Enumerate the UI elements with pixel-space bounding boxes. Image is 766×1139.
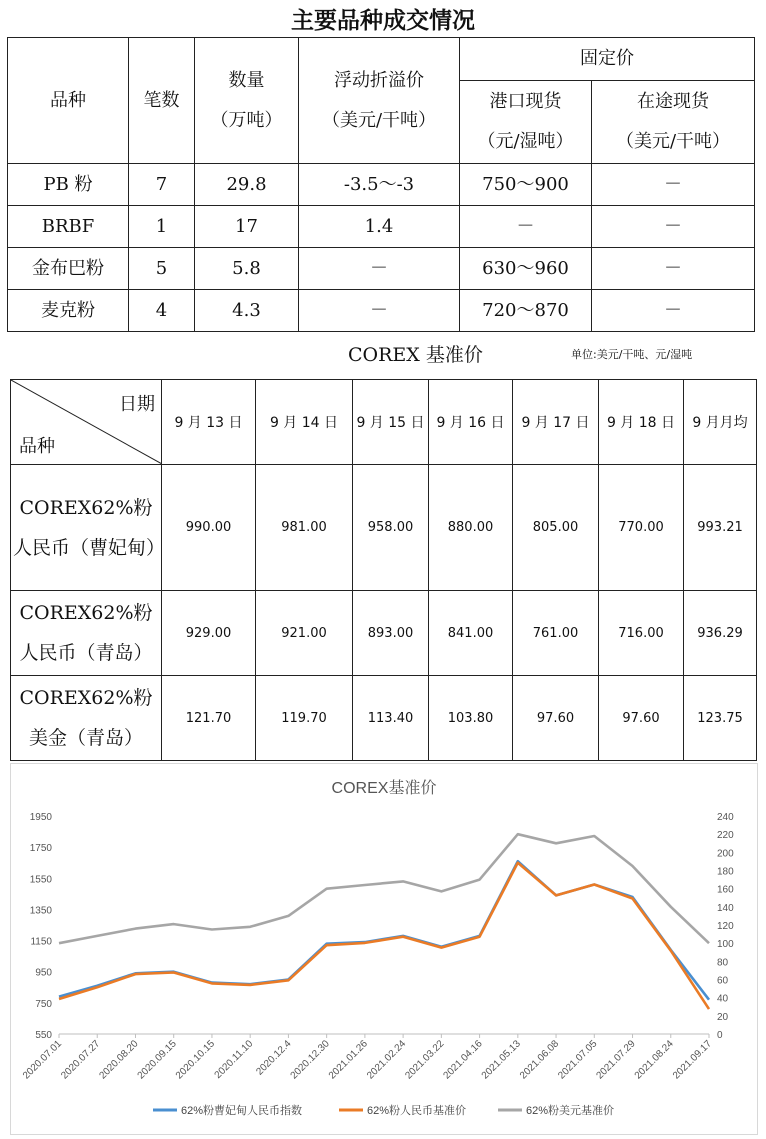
header-quantity (195, 38, 299, 164)
row-name: COREX62%粉美金（青岛） (11, 676, 162, 761)
chart-svg (11, 764, 757, 1134)
y-right-tick-label: 120 (717, 921, 734, 932)
price-cell: 841.00 (429, 591, 513, 676)
date-header: 9 月 15 日 (353, 380, 429, 465)
cell-port: 630～960 (460, 248, 592, 290)
table-row (11, 676, 757, 761)
header-float-label: 浮动折溢价 (334, 69, 424, 91)
x-tick-label: 2021.05.13 (479, 1038, 523, 1082)
y-right-tick-label: 220 (717, 830, 734, 842)
row-name: COREX62%粉人民币（青岛） (11, 591, 162, 676)
cell-count: 5 (129, 248, 195, 290)
x-tick-label: 2020.07.27 (59, 1038, 103, 1082)
y-right-tick-label: 140 (717, 902, 734, 914)
cell-variety: 麦克粉 (8, 290, 129, 332)
cell-transit: － (592, 164, 755, 206)
header-port-label: 港口现货 (489, 91, 562, 112)
cell-port: 720～870 (460, 290, 592, 332)
trade-table (7, 37, 755, 332)
cell-quantity: 29.8 (195, 164, 299, 206)
x-tick-label: 2021.07.29 (594, 1038, 638, 1082)
price-cell: 805.00 (513, 465, 599, 591)
table-row (11, 591, 757, 676)
x-tick-label: 2020.12.4 (254, 1038, 294, 1078)
header-variety: 品种 (8, 38, 129, 164)
corex-chart (10, 763, 758, 1135)
x-tick-label: 2020.07.01 (20, 1038, 65, 1082)
price-cell: 121.70 (162, 676, 256, 761)
corner-cell (11, 380, 162, 465)
date-header: 9 月 16 日 (429, 380, 513, 465)
corner-date-label: 日期 (119, 394, 155, 415)
price-cell: 716.00 (599, 591, 684, 676)
table-row (8, 290, 755, 332)
series-line (59, 834, 709, 943)
series-line (59, 863, 709, 1009)
price-cell: 103.80 (429, 676, 513, 761)
y-right-tick-label: 0 (717, 1030, 723, 1041)
y-left-tick-label: 950 (35, 967, 52, 979)
date-header: 9 月 17 日 (513, 380, 599, 465)
date-header: 9 月 18 日 (599, 380, 684, 465)
corex-table (10, 379, 757, 761)
y-right-tick-label: 20 (717, 1011, 729, 1023)
y-left-tick-label: 550 (35, 1030, 52, 1041)
price-cell: 958.00 (353, 465, 429, 591)
header-port-spot (460, 81, 592, 164)
x-tick-label: 2020.12.30 (288, 1038, 332, 1082)
cell-transit: － (592, 206, 755, 248)
header-float-premium (299, 38, 460, 164)
price-cell: 981.00 (256, 465, 353, 591)
table-row (8, 206, 755, 248)
cell-port: 750～900 (460, 164, 592, 206)
y-left-tick-label: 750 (35, 998, 52, 1010)
row-name: COREX62%粉人民币（曹妃甸） (11, 465, 162, 591)
legend-label: 62%粉人民币基准价 (367, 1105, 467, 1117)
y-left-tick-label: 1950 (29, 812, 52, 823)
cell-count: 1 (129, 206, 195, 248)
y-right-tick-label: 160 (717, 884, 734, 896)
price-cell: 921.00 (256, 591, 353, 676)
y-left-tick-label: 1350 (29, 905, 52, 917)
price-cell: 990.00 (162, 465, 256, 591)
price-cell: 97.60 (513, 676, 599, 761)
header-float-unit: （美元/干吨） (321, 109, 437, 131)
price-cell: 119.70 (256, 676, 353, 761)
y-right-tick-label: 80 (717, 957, 729, 969)
cell-float: － (299, 248, 460, 290)
y-right-tick-label: 100 (717, 939, 734, 951)
header-quantity-unit: （万吨） (210, 109, 283, 131)
x-tick-label: 2021.01.26 (326, 1038, 371, 1082)
header-transit-unit: （美元/干吨） (615, 131, 731, 152)
price-cell: 929.00 (162, 591, 256, 676)
legend-label: 62%粉美元基准价 (526, 1105, 615, 1117)
x-tick-label: 2021.02.24 (365, 1038, 409, 1082)
corex-title: COREX 基准价 (348, 344, 483, 366)
cell-transit: － (592, 290, 755, 332)
legend-label: 62%粉曹妃甸人民币指数 (181, 1105, 303, 1117)
cell-count: 4 (129, 290, 195, 332)
date-header: 9 月 13 日 (162, 380, 256, 465)
cell-variety: BRBF (8, 206, 129, 248)
x-tick-label: 2021.09.17 (670, 1038, 715, 1082)
x-tick-label: 2021.06.08 (518, 1038, 562, 1082)
cell-quantity: 4.3 (195, 290, 299, 332)
date-header: 9 月 14 日 (256, 380, 353, 465)
cell-count: 7 (129, 164, 195, 206)
corner-kind-label: 品种 (19, 436, 55, 457)
header-transit-label: 在途现货 (637, 91, 709, 112)
table-row (8, 164, 755, 206)
cell-quantity: 5.8 (195, 248, 299, 290)
price-cell: 993.21 (684, 465, 757, 591)
date-header: 9 月月均 (684, 380, 757, 465)
x-tick-label: 2020.08.20 (97, 1038, 141, 1082)
x-tick-label: 2020.10.15 (173, 1038, 218, 1082)
price-cell: 113.40 (353, 676, 429, 761)
y-right-tick-label: 40 (717, 993, 729, 1005)
price-cell: 97.60 (599, 676, 684, 761)
page-title: 主要品种成交情况 (291, 8, 475, 34)
y-left-tick-label: 1150 (30, 936, 52, 948)
cell-float: 1.4 (299, 206, 460, 248)
cell-float: -3.5～-3 (299, 164, 460, 206)
x-tick-label: 2021.04.16 (441, 1038, 485, 1082)
table-row (8, 248, 755, 290)
cell-transit: － (592, 248, 755, 290)
chart-title: COREX基准价 (331, 780, 437, 797)
cell-quantity: 17 (195, 206, 299, 248)
header-quantity-label: 数量 (228, 69, 265, 91)
y-right-tick-label: 240 (717, 812, 734, 823)
cell-variety: 金布巴粉 (8, 248, 129, 290)
x-tick-label: 2020.09.15 (135, 1038, 179, 1082)
x-tick-label: 2020.11.10 (212, 1038, 256, 1081)
y-left-tick-label: 1750 (29, 843, 52, 855)
price-cell: 936.29 (684, 591, 757, 676)
header-fixed-price: 固定价 (460, 38, 755, 81)
header-count: 笔数 (129, 38, 195, 164)
price-cell: 880.00 (429, 465, 513, 591)
cell-port: － (460, 206, 592, 248)
y-right-tick-label: 60 (717, 975, 729, 987)
y-left-tick-label: 1550 (29, 874, 52, 886)
cell-variety: PB 粉 (8, 164, 129, 206)
y-right-tick-label: 200 (717, 848, 734, 860)
price-cell: 761.00 (513, 591, 599, 676)
x-tick-label: 2021.03.22 (403, 1038, 447, 1082)
cell-float: － (299, 290, 460, 332)
header-transit-spot (592, 81, 755, 164)
corex-unit: 单位:美元/干吨、元/湿吨 (571, 348, 693, 361)
y-right-tick-label: 180 (717, 866, 734, 878)
price-cell: 893.00 (353, 591, 429, 676)
price-cell: 123.75 (684, 676, 757, 761)
header-port-unit: （元/湿吨） (477, 131, 574, 152)
x-tick-label: 2021.08.24 (632, 1038, 676, 1082)
table-row (11, 465, 757, 591)
price-cell: 770.00 (599, 465, 684, 591)
x-tick-label: 2021.07.05 (556, 1038, 600, 1082)
